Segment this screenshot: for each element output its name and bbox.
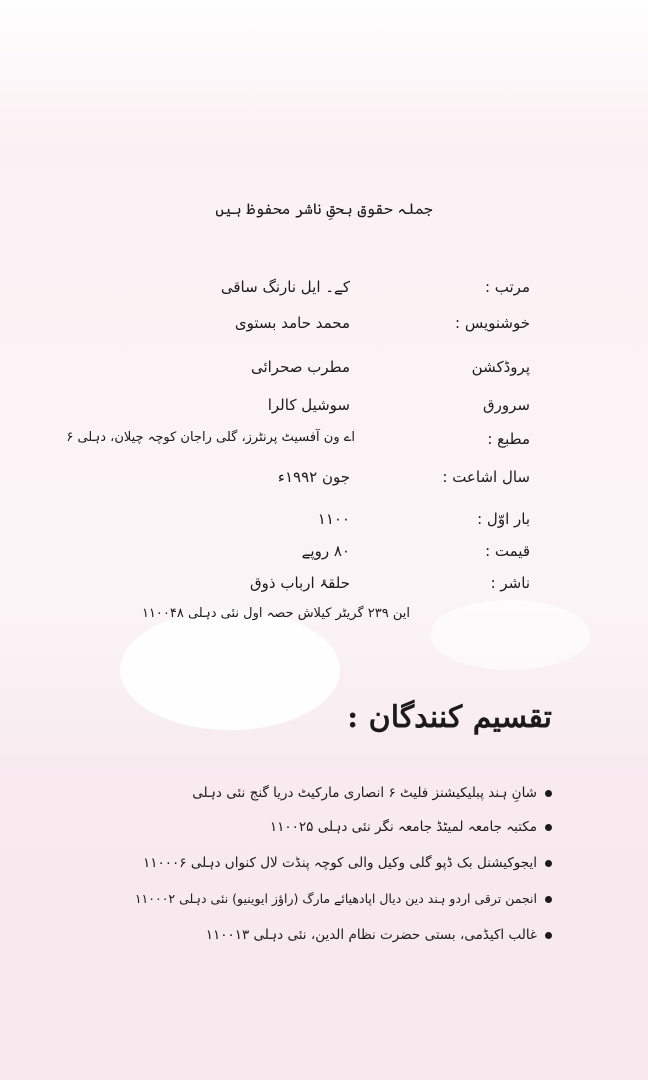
credit-row-edition bbox=[60, 510, 530, 540]
bullet-icon bbox=[545, 896, 552, 903]
credit-label: بار اوّل : bbox=[477, 510, 530, 528]
credit-label: خوشنویس : bbox=[455, 314, 530, 332]
credit-label: ناشر : bbox=[490, 574, 530, 592]
credit-row-calligrapher bbox=[60, 314, 530, 344]
credit-row-publication-year bbox=[60, 468, 530, 498]
credit-label: سال اشاعت : bbox=[442, 468, 530, 486]
list-item bbox=[82, 891, 552, 919]
credit-label: پروڈکشن bbox=[471, 358, 530, 376]
list-item bbox=[82, 819, 552, 847]
credit-value: کے۔ ایل نارنگ ساقی bbox=[220, 278, 350, 296]
credit-row-cover bbox=[60, 396, 530, 426]
bullet-icon bbox=[545, 932, 552, 939]
distributor-text: مکتبہ جامعہ لمیٹڈ جامعہ نگر نئی دہلی ۱۱۰۰۲۵ bbox=[269, 819, 537, 835]
bullet-icon bbox=[545, 860, 552, 867]
bullet-icon bbox=[545, 824, 552, 831]
credit-label: سرورق bbox=[483, 396, 530, 414]
credit-value: ۱۱۰۰ bbox=[317, 510, 350, 528]
distributor-text: غالب اکیڈمی، بستی حضرت نظام الدین، نئی دہلی ۱۱۰۰۱۳ bbox=[205, 927, 537, 943]
distributor-text: ایجوکیشنل بک ڈپو گلی وکیل والی کوچہ پنڈت لال کنواں دہلی ۱۱۰۰۰۶ bbox=[143, 855, 537, 871]
credit-label: قیمت : bbox=[485, 542, 530, 560]
distributor-text: انجمن ترقی اردو ہند دین دیال اپادھیائے مارگ (راؤز ایوینیو) نئی دہلی ۱۱۰۰۰۲ bbox=[134, 891, 537, 906]
credit-value: سوشیل کالرا bbox=[267, 396, 350, 414]
bullet-icon bbox=[545, 790, 552, 797]
publisher-address: این ۲۳۹ گریٹر کیلاش حصہ اول نئی دہلی ۱۱۰۰۴۸ bbox=[141, 606, 410, 621]
list-item bbox=[82, 927, 552, 955]
credit-row-compiler bbox=[60, 278, 530, 308]
credit-value: ۸۰ روپے bbox=[301, 542, 350, 560]
list-item bbox=[82, 785, 552, 813]
credit-value: مطرب صحرائی bbox=[250, 358, 350, 376]
distributors-title: تقسیم کنندگان : bbox=[347, 700, 552, 735]
credit-value: حلقۂ ارباب ذوق bbox=[250, 574, 350, 592]
credit-row-press bbox=[60, 430, 530, 460]
list-item bbox=[82, 855, 552, 883]
credit-label: مطبع : bbox=[487, 430, 530, 448]
credit-row-price bbox=[60, 542, 530, 572]
publisher-address-row bbox=[60, 606, 530, 636]
credit-value: اے ون آفسیٹ پرنٹرز، گلی راجان کوچہ چیلان، دہلی ۶ bbox=[66, 430, 355, 445]
credit-label: مرتب : bbox=[484, 278, 530, 296]
credit-value: محمد حامد بستوی bbox=[234, 314, 350, 332]
credit-value: جون ۱۹۹۲ء bbox=[277, 468, 350, 486]
credit-row-publisher bbox=[60, 574, 530, 604]
credit-row-production bbox=[60, 358, 530, 388]
distributor-text: شانِ ہند پبلیکیشنز فلیٹ ۶ انصاری مارکیٹ دریا گنج نئی دہلی bbox=[192, 785, 537, 801]
rights-notice: جملہ حقوق بحقِ ناشر محفوظ ہیں bbox=[215, 200, 433, 218]
